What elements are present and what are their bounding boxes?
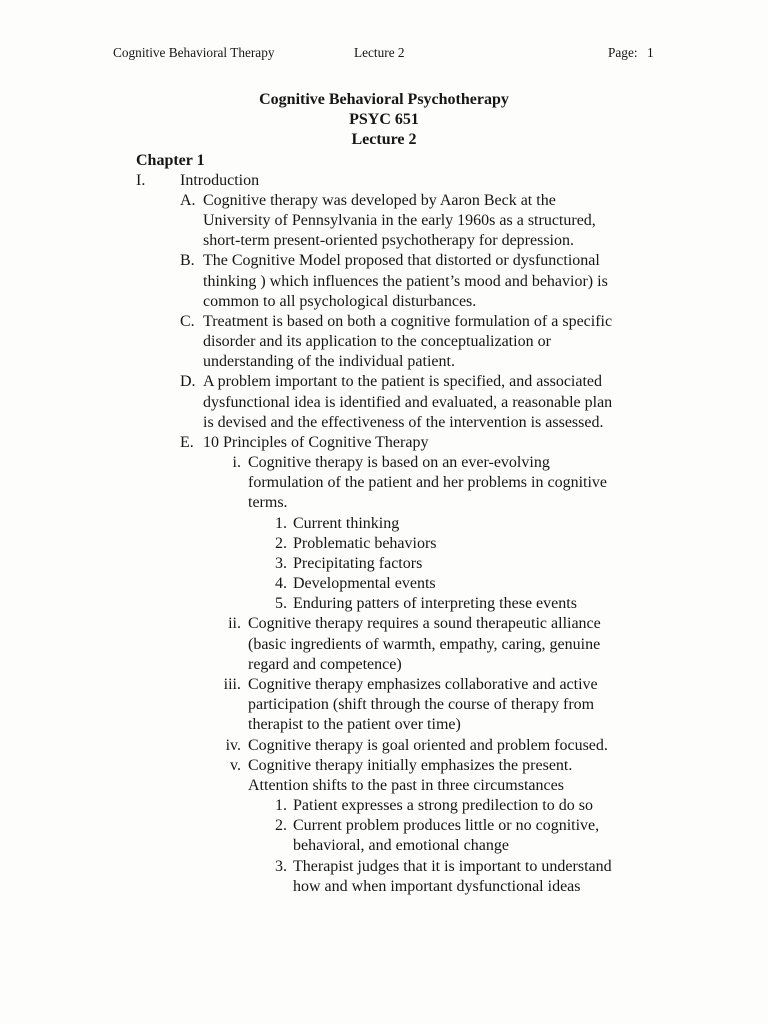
text-line	[0, 836, 768, 856]
text-line	[0, 574, 768, 594]
sub-marker-5: 5.	[275, 595, 287, 613]
sub-item-line: Enduring patters of interpreting these events	[293, 595, 577, 613]
text-line	[0, 191, 768, 211]
text-line	[0, 393, 768, 413]
item-b-line: The Cognitive Model proposed that distorted or dysfunctional	[203, 252, 600, 270]
item-marker-d: D.	[180, 373, 196, 391]
text-line	[0, 776, 768, 796]
sub-item-line: Patient expresses a strong predilection to do so	[293, 797, 593, 815]
principle-i-line: terms.	[248, 494, 288, 512]
text-line	[0, 332, 768, 352]
sub-item-line: Developmental events	[293, 575, 436, 593]
item-marker-a: A.	[180, 191, 196, 209]
text-line	[0, 695, 768, 715]
principle-ii-line: (basic ingredients of warmth, empathy, caring, genuine	[248, 635, 601, 653]
text-line	[0, 877, 768, 897]
text-line	[0, 211, 768, 231]
sub-item-line: how and when important dysfunctional ideas	[293, 877, 581, 895]
text-line	[0, 594, 768, 614]
lecture-title: Lecture 2	[351, 131, 417, 149]
principle-ii-line: regard and competence)	[248, 655, 402, 673]
sub-marker-1: 1.	[275, 797, 287, 815]
text-line	[0, 251, 768, 271]
principle-i-line: formulation of the patient and her problems in cognitive	[248, 474, 608, 492]
principle-iii-line: Cognitive therapy emphasizes collaborative and active	[248, 675, 598, 693]
text-line	[0, 635, 768, 655]
text-line	[0, 272, 768, 292]
section-heading: Introduction	[180, 171, 260, 189]
title-line	[0, 90, 768, 110]
item-d-line: dysfunctional idea is identified and evaluated, a reasonable plan	[203, 393, 613, 411]
sub-marker-2: 2.	[275, 817, 287, 835]
item-d-line: A problem important to the patient is specified, and associated	[203, 373, 603, 391]
item-d-line: is devised and the effectiveness of the intervention is assessed.	[203, 413, 604, 431]
item-c-line: understanding of the individual patient.	[203, 353, 455, 371]
header-page-label: Page:	[608, 45, 638, 60]
text-line	[0, 715, 768, 735]
course-code: PSYC 651	[349, 111, 419, 129]
document-body	[0, 90, 768, 897]
text-line	[0, 736, 768, 756]
item-marker-e: E.	[180, 433, 194, 451]
text-line	[0, 473, 768, 493]
item-b-line: thinking ) which influences the patient’s mood and behavior) is	[203, 272, 608, 290]
principle-iii-line: therapist to the patient over time)	[248, 716, 461, 734]
principle-marker-iv: iv.	[225, 736, 241, 754]
text-line	[0, 514, 768, 534]
text-line	[0, 372, 768, 392]
header-page-number: 1	[647, 45, 654, 60]
sub-item-line: Precipitating factors	[293, 554, 423, 572]
text-line	[0, 352, 768, 372]
sub-item-line: Current thinking	[293, 514, 400, 532]
principle-v-line: Attention shifts to the past in three circumstances	[248, 776, 564, 794]
title-line	[0, 110, 768, 130]
item-b-line: common to all psychological disturbances.	[203, 292, 477, 310]
sub-marker-2: 2.	[275, 534, 287, 552]
text-line	[0, 534, 768, 554]
sub-marker-3: 3.	[275, 857, 287, 875]
principle-marker-iii: iii.	[223, 675, 241, 693]
chapter-line	[0, 151, 768, 171]
text-line	[0, 816, 768, 836]
sub-marker-3: 3.	[275, 554, 287, 572]
principle-marker-i: i.	[232, 454, 241, 472]
text-line	[0, 493, 768, 513]
text-line	[0, 655, 768, 675]
text-line	[0, 675, 768, 695]
text-line	[0, 554, 768, 574]
item-a-line: Cognitive therapy was developed by Aaron Beck at the	[203, 191, 556, 209]
sub-item-line: Therapist judges that it is important to understand	[293, 857, 612, 875]
item-e-line: 10 Principles of Cognitive Therapy	[203, 433, 429, 451]
item-a-line: short-term present-oriented psychotherapy for depression.	[203, 232, 574, 250]
item-marker-b: B.	[180, 252, 195, 270]
title-line	[0, 130, 768, 150]
sub-marker-4: 4.	[275, 575, 287, 593]
principle-iv-line: Cognitive therapy is goal oriented and problem focused.	[248, 736, 608, 754]
sub-marker-1: 1.	[275, 514, 287, 532]
text-line	[0, 312, 768, 332]
header-course-title: Cognitive Behavioral Therapy	[113, 45, 275, 60]
item-c-line: Treatment is based on both a cognitive formulation of a specific	[203, 312, 613, 330]
text-line	[0, 857, 768, 877]
header-lecture: Lecture 2	[354, 45, 405, 60]
sub-item-line: behavioral, and emotional change	[293, 837, 509, 855]
doc-title: Cognitive Behavioral Psychotherapy	[259, 91, 509, 108]
text-line	[0, 231, 768, 251]
item-marker-c: C.	[180, 312, 195, 330]
text-line	[0, 756, 768, 776]
text-line	[0, 292, 768, 312]
chapter-heading: Chapter 1	[136, 151, 205, 169]
text-line	[0, 614, 768, 634]
text-line	[0, 453, 768, 473]
section-line	[0, 171, 768, 191]
text-line	[0, 413, 768, 433]
principle-i-line: Cognitive therapy is based on an ever-evolving	[248, 454, 550, 472]
text-line	[0, 796, 768, 816]
page-header	[0, 44, 768, 62]
item-a-line: University of Pennsylvania in the early 1960s as a structured,	[203, 212, 596, 230]
principle-v-line: Cognitive therapy initially emphasizes the present.	[248, 756, 573, 774]
sub-item-line: Problematic behaviors	[293, 534, 437, 552]
sub-item-line: Current problem produces little or no cognitive,	[293, 817, 600, 835]
principle-marker-ii: ii.	[228, 615, 241, 633]
item-c-line: disorder and its application to the conceptualization or	[203, 333, 551, 351]
section-numeral: I.	[136, 171, 146, 189]
text-line	[0, 433, 768, 453]
principle-marker-v: v.	[230, 756, 241, 774]
principle-iii-line: participation (shift through the course of therapy from	[248, 696, 595, 714]
principle-ii-line: Cognitive therapy requires a sound therapeutic alliance	[248, 615, 601, 633]
